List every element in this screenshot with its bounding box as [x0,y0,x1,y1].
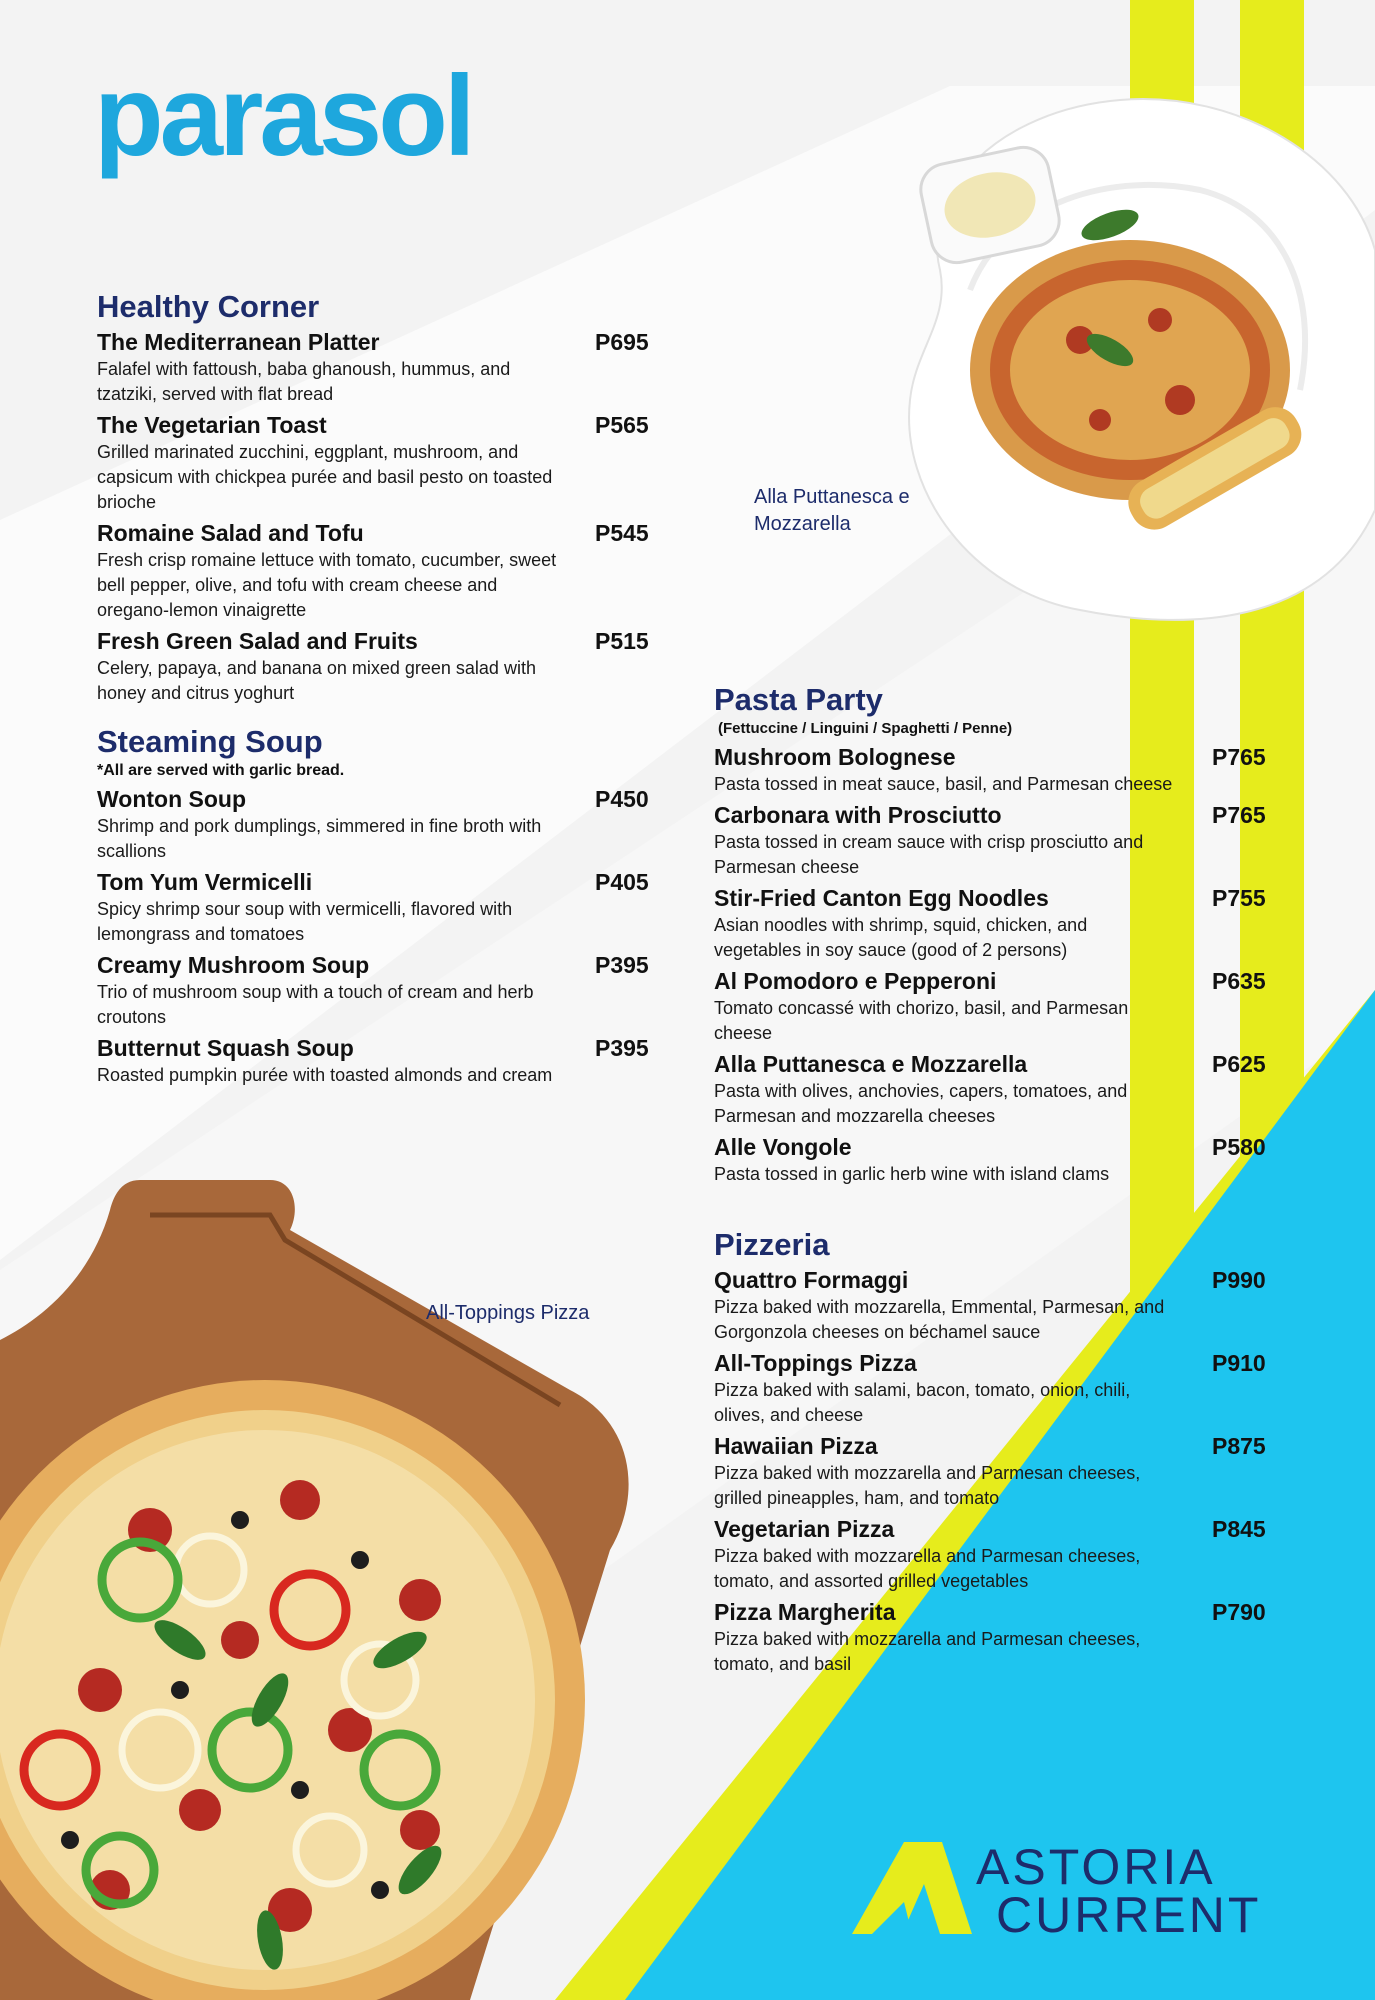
menu-item-description: Pasta tossed in meat sauce, basil, and Parmesan cheese [714,774,1173,794]
menu-item-description: Pizza baked with mozzarella and Parmesan cheeses, tomato, and basil [714,1629,1141,1674]
section-note: (Fettuccine / Linguini / Spaghetti / Penne) [718,720,1013,737]
menu-item [97,785,657,864]
menu-item [714,1266,1284,1345]
menu-item-price: P695 [595,329,649,355]
menu-items [714,1266,1284,1677]
menu-item-description: Tomato concassé with chorizo, basil, and Parmesan cheese [714,998,1129,1043]
menu-item-description: Shrimp and pork dumplings, simmered in fine broth with scallions [97,816,542,861]
menu-item-header [714,1432,1284,1461]
menu-item-header [97,519,657,548]
menu-item [714,884,1284,963]
pizzeria-section [714,1228,1284,1677]
menu-item-description: Trio of mushroom soup with a touch of cream and herb croutons [97,982,534,1027]
menu-item-description: Pizza baked with mozzarella, Emmental, Parmesan, and Gorgonzola cheeses on béchamel sauce [714,1297,1165,1342]
menu-item-description: Roasted pumpkin purée with toasted almonds and cream [97,1065,553,1085]
menu-item-header [714,1133,1284,1162]
menu-item-name: Vegetarian Pizza [714,1516,895,1542]
menu-item-name: Hawaiian Pizza [714,1433,878,1459]
menu-item-description: Grilled marinated zucchini, eggplant, mushroom, and capsicum with chickpea purée and basil pesto on toasted brioche [97,442,553,512]
pasta-photo-caption: Alla Puttanesca e Mozzarella [754,486,910,535]
menu-item [714,1515,1284,1594]
menu-item-price: P395 [595,952,649,978]
menu-item [714,1133,1284,1187]
menu-item [714,967,1284,1046]
brand-name-line2: CURRENT [996,1887,1262,1943]
menu-item-header [714,801,1284,830]
menu-item [97,951,657,1030]
menu-item-name: The Vegetarian Toast [97,412,327,438]
section-title: Pasta Party [714,682,883,717]
menu-item-description: Falafel with fattoush, baba ghanoush, hummus, and tzatziki, served with flat bread [97,359,511,404]
menu-item-price: P875 [1212,1433,1266,1459]
section-title: Steaming Soup [97,724,323,759]
menu-item-price: P845 [1212,1516,1266,1542]
menu-item [97,1034,657,1088]
menu-item-price: P910 [1212,1350,1266,1376]
menu-item-description: Celery, papaya, and banana on mixed green salad with honey and citrus yoghurt [97,658,536,703]
pizza-photo [0,1170,650,2000]
menu-item-name: Alle Vongole [714,1134,852,1160]
menu-item [714,801,1284,880]
menu-item-price: P565 [595,412,649,438]
menu-item-price: P790 [1212,1599,1266,1625]
menu-item-price: P755 [1212,885,1266,911]
menu-item-name: The Mediterranean Platter [97,329,380,355]
menu-item-header [714,1050,1284,1079]
steaming-soup-section [97,725,657,1088]
menu-item [97,868,657,947]
menu-item-price: P405 [595,869,649,895]
menu-item-description: Pizza baked with salami, bacon, tomato, onion, chili, olives, and cheese [714,1380,1131,1425]
menu-item [714,1598,1284,1677]
menu-items [97,328,657,706]
menu-item-price: P450 [595,786,649,812]
menu-item-description: Pasta with olives, anchovies, capers, tomatoes, and Parmesan and mozzarella cheeses [714,1081,1128,1126]
menu-item [97,328,657,407]
menu-item-name: Pizza Margherita [714,1599,896,1625]
menu-item-price: P990 [1212,1267,1266,1293]
menu-item-price: P515 [595,628,649,654]
menu-item-description: Fresh crisp romaine lettuce with tomato, cucumber, sweet bell pepper, olive, and tofu with cream cheese and oregano-lemon vinaigrette [97,550,557,620]
menu-item-price: P635 [1212,968,1266,994]
menu-item-name: Carbonara with Prosciutto [714,802,1002,828]
menu-item-header [97,951,657,980]
menu-item-header [714,743,1284,772]
menu-item-price: P545 [595,520,649,546]
menu-item-header [97,868,657,897]
menu-item-description: Pizza baked with mozzarella and Parmesan cheeses, grilled pineapples, ham, and tomato [714,1463,1141,1508]
parasol-logo: parasol [94,53,472,180]
section-title: Pizzeria [714,1227,830,1262]
menu-item [714,1432,1284,1511]
menu-item-price: P765 [1212,744,1266,770]
menu-item-name: Quattro Formaggi [714,1267,909,1293]
healthy-corner-section [97,290,657,706]
menu-item-description: Asian noodles with shrimp, squid, chicken, and vegetables in soy sauce (good of 2 persons) [714,915,1088,960]
menu-item-name: Creamy Mushroom Soup [97,952,370,978]
menu-item-price: P580 [1212,1134,1266,1160]
menu-item-name: Butternut Squash Soup [97,1035,354,1061]
menu-item-header [97,785,657,814]
section-title: Healthy Corner [97,289,320,324]
menu-item [714,1349,1284,1428]
menu-item-description: Pizza baked with mozzarella and Parmesan cheeses, tomato, and assorted grilled vegetables [714,1546,1141,1591]
menu-item-header [97,627,657,656]
menu-item-header [714,1266,1284,1295]
brand-name-line1: ASTORIA [976,1839,1216,1895]
pizza-photo-caption: All-Toppings Pizza [426,1302,590,1324]
menu-item-header [714,1598,1284,1627]
astoria-current-logo [852,1839,1292,1943]
menu-item-price: P765 [1212,802,1266,828]
menu-item-header [97,411,657,440]
menu-item [97,627,657,706]
menu-item-description: Pasta tossed in cream sauce with crisp prosciutto and Parmesan cheese [714,832,1144,877]
menu-item [714,1050,1284,1129]
menu-item-description: Pasta tossed in garlic herb wine with island clams [714,1164,1110,1184]
menu-item-name: All-Toppings Pizza [714,1350,917,1376]
pasta-party-section [714,683,1284,1187]
menu-item-header [97,1034,657,1063]
menu-item-name: Tom Yum Vermicelli [97,869,313,895]
menu-item-price: P395 [595,1035,649,1061]
menu-item-header [97,328,657,357]
menu-item-name: Alla Puttanesca e Mozzarella [714,1051,1028,1077]
menu-item-description: Spicy shrimp sour soup with vermicelli, flavored with lemongrass and tomatoes [97,899,513,944]
pasta-photo [880,70,1375,630]
menu-item-header [714,967,1284,996]
menu-items [97,785,657,1088]
menu-item [97,411,657,515]
menu-item [714,743,1284,797]
astoria-a-mark-icon [852,1842,972,1938]
menu-item-name: Wonton Soup [97,786,247,812]
menu-items [714,743,1284,1187]
section-note: *All are served with garlic bread. [97,762,345,779]
menu-item-header [714,884,1284,913]
menu-item-name: Romaine Salad and Tofu [97,520,364,546]
menu-item [97,519,657,623]
menu-item-name: Mushroom Bolognese [714,744,956,770]
menu-item-price: P625 [1212,1051,1266,1077]
menu-item-header [714,1349,1284,1378]
menu-item-name: Fresh Green Salad and Fruits [97,628,418,654]
menu-item-header [714,1515,1284,1544]
menu-item-name: Al Pomodoro e Pepperoni [714,968,997,994]
menu-item-name: Stir-Fried Canton Egg Noodles [714,885,1049,911]
